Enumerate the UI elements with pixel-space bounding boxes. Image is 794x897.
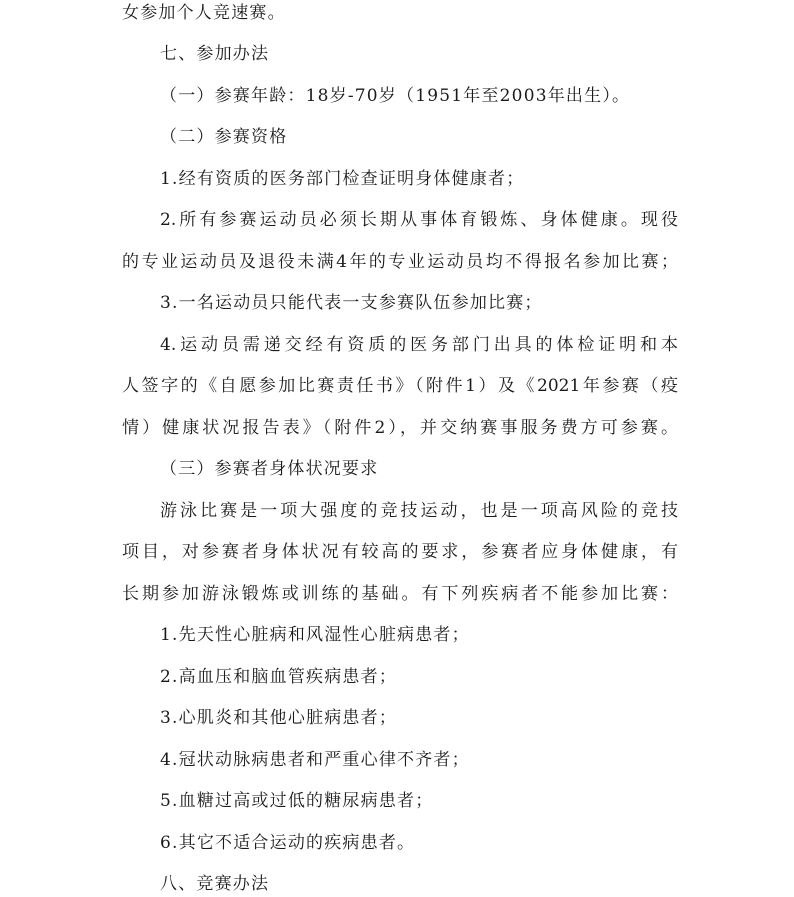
text-line: 人签字的《自愿参加比赛责任书》（附件1）及《2021年参赛（疫: [122, 376, 678, 396]
subsection-heading: （二）参赛资格: [160, 127, 288, 147]
list-item: 4.运动员需递交经有资质的医务部门出具的体检证明和本: [160, 335, 678, 355]
text-line: 情）健康状况报告表》（附件2），并交纳赛事服务费方可参赛。: [122, 418, 678, 438]
list-item: 3.心肌炎和其他心脏病患者；: [160, 708, 398, 728]
list-item: 6.其它不适合运动的疾病患者。: [160, 833, 416, 853]
list-item: 4.冠状动脉病患者和严重心律不齐者；: [160, 750, 470, 770]
text-line: 游泳比赛是一项大强度的竞技运动，也是一项高风险的竞技: [160, 501, 678, 521]
text-line: 项目，对参赛者身体状况有较高的要求，参赛者应身体健康，有: [122, 542, 678, 562]
section-heading: 七、参加办法: [160, 44, 270, 64]
text-line: （一）参赛年龄：18岁-70岁（1951年至2003年出生）。: [160, 86, 631, 106]
list-item: 2.高血压和脑血管疾病患者；: [160, 667, 398, 687]
section-heading: 八、竞赛办法: [160, 874, 270, 894]
list-item: 1.经有资质的医务部门检查证明身体健康者；: [160, 169, 525, 189]
text-line: 女参加个人竞速赛。: [122, 3, 286, 23]
text-line: 长期参加游泳锻炼或训练的基础。有下列疾病者不能参加比赛：: [122, 584, 678, 604]
list-item: 5.血糖过高或过低的糖尿病患者；: [160, 791, 434, 811]
subsection-heading: （三）参赛者身体状况要求: [160, 459, 379, 479]
list-item: 2.所有参赛运动员必须长期从事体育锻炼、身体健康。现役: [160, 210, 678, 230]
list-item: 1.先天性心脏病和风湿性心脏病患者；: [160, 625, 470, 645]
text-line: 的专业运动员及退役未满4年的专业运动员均不得报名参加比赛；: [122, 252, 678, 272]
list-item: 3.一名运动员只能代表一支参赛队伍参加比赛；: [160, 293, 543, 313]
